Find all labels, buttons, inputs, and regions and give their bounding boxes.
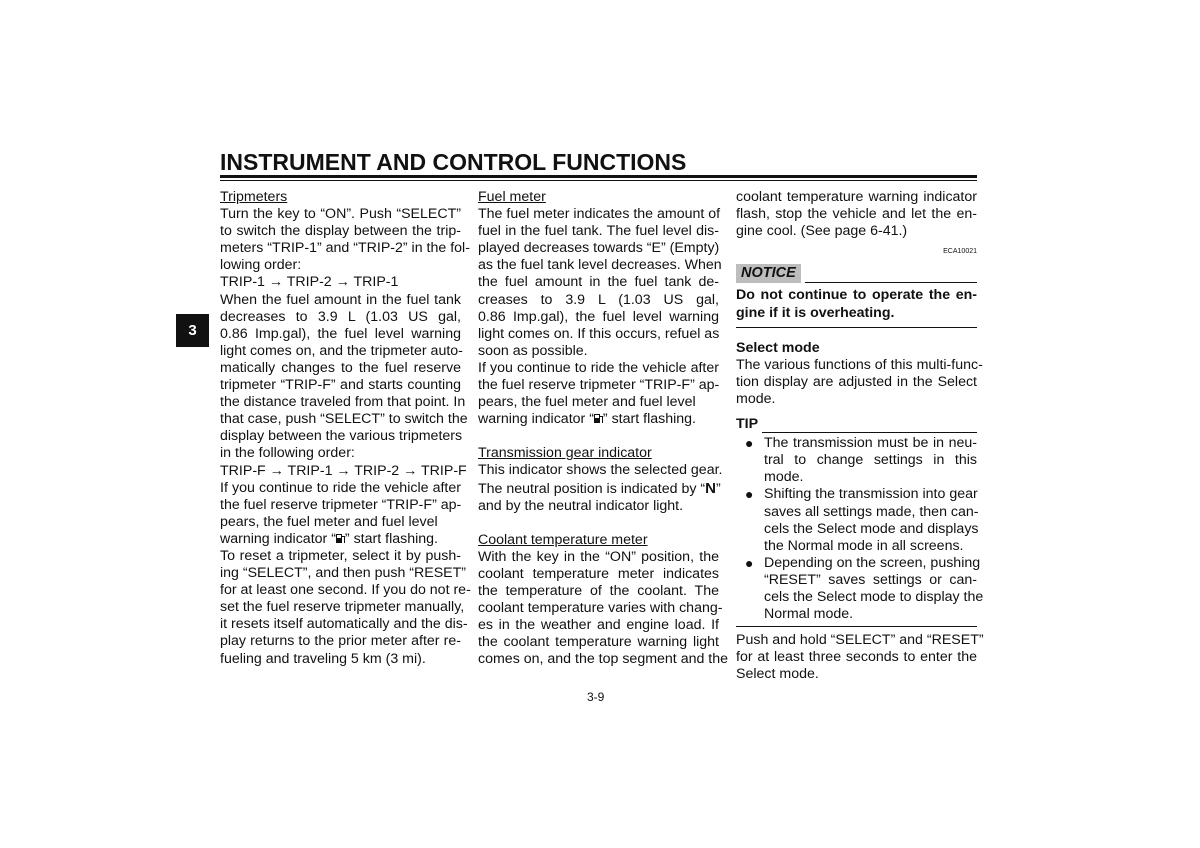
page-number: 3-9 (587, 690, 605, 704)
body-text-line: the distance traveled from that point. In (220, 394, 466, 411)
body-text-line: display between the various tripmeters (220, 428, 463, 445)
body-text-line: that case, push “SELECT” to switch the (220, 411, 468, 428)
tip-label: TIP (736, 416, 759, 433)
body-text-line: fuel in the fuel tank. The fuel level dis- (478, 223, 719, 240)
body-text-line: the fuel reserve tripmeter “TRIP-F” ap- (478, 377, 720, 394)
tip-text-line: Normal mode. (764, 606, 854, 623)
warning-indicator-line: warning indicator “ ” start flashing. (478, 411, 696, 428)
fuel-pump-icon (594, 413, 603, 424)
body-text-line: coolant temperature meter indicates (478, 565, 719, 582)
body-text-line: as the fuel tank level decreases. When (478, 257, 722, 274)
tripmeters-text-b (220, 291, 468, 463)
body-text-line: 0.86 Imp.gal), the fuel level warning (478, 308, 719, 325)
reference-code: ECA10021 (943, 248, 977, 256)
tip-text-line: Shifting the transmission into gear (764, 486, 978, 503)
body-text-line: decreases to 3.9 L (1.03 US gal, (220, 308, 461, 325)
body-text-line: Push and hold “SELECT” and “RESET” (736, 632, 984, 649)
coolant-continued-text (736, 189, 977, 240)
tripmeters-text-d (220, 547, 471, 668)
gear-text-line: and by the neutral indicator light. (478, 497, 684, 514)
select-mode-text (736, 356, 983, 408)
gear-text-line: The neutral position is indicated by “N” (478, 479, 721, 497)
warning-indicator-line: warning indicator “ ” start flashing. (220, 530, 438, 547)
gear-text-line: This indicator shows the selected gear. (478, 462, 723, 479)
tip-text-line: the Normal mode in all screens. (764, 537, 964, 554)
body-text-line: tripmeter “TRIP-F” and starts counting (220, 377, 461, 394)
tip-text-line: cels the Select mode and displays (764, 520, 979, 537)
body-text-line: coolant temperature varies with chang- (478, 600, 723, 617)
body-text-line: With the key in the “ON” position, the (478, 548, 719, 565)
bullet-icon: ● (745, 554, 754, 571)
body-text-line: gine cool. (See page 6-41.) (736, 223, 908, 240)
body-text-line: tion display are adjusted in the Select (736, 373, 977, 390)
body-text-line: for at least one second. If you do not re- (220, 582, 471, 599)
body-text-line: played decreases towards “E” (Empty) (478, 240, 720, 257)
notice-text (736, 287, 977, 321)
tip-text-line: Depending on the screen, pushing (764, 554, 981, 571)
tip-list (736, 435, 984, 623)
coolant-meter-text (478, 548, 729, 669)
body-text-line: lowing order: (220, 257, 302, 274)
body-text-line: coolant temperature warning indicator (736, 189, 977, 205)
column-1 (220, 189, 471, 668)
body-text-line: light comes on. If this occurs, refuel as (478, 325, 720, 342)
body-text-line: play returns to the prior meter after re- (220, 633, 461, 650)
body-text-line: Select mode. (736, 666, 819, 683)
column-2 (478, 189, 729, 668)
tip-header (736, 416, 977, 433)
tip-text-line: The transmission must be in neu- (764, 435, 977, 452)
tip-end-rule (736, 626, 977, 627)
body-text-line: meters “TRIP-1” and “TRIP-2” in the fol- (220, 240, 470, 257)
chapter-tab: 3 (176, 314, 209, 347)
notice-text-line: Do not continue to operate the en- (736, 287, 977, 304)
bullet-icon: ● (745, 486, 754, 503)
body-text-line: it resets itself automatically and the dis- (220, 616, 468, 633)
body-text-line: The fuel meter indicates the amount of (478, 206, 721, 223)
body-text-line: The various functions of this multi-func- (736, 356, 983, 373)
fuel-meter-heading: Fuel meter (478, 189, 546, 205)
tip-item (736, 554, 984, 623)
title-rule-thick (220, 175, 977, 178)
notice-end-rule (736, 327, 977, 328)
body-text-line: mode. (736, 390, 776, 407)
column-3 (736, 189, 984, 683)
body-text-line: the coolant temperature warning light (478, 634, 719, 651)
trip-sequence-1: TRIP-1 → TRIP-2 → TRIP-1 (220, 274, 399, 291)
trip-sequence-2: TRIP-F → TRIP-1 → TRIP-2 → TRIP-F (220, 462, 467, 479)
body-text-line: the temperature of the coolant. The (478, 582, 719, 599)
gear-indicator-heading: Transmission gear indicator (478, 445, 652, 462)
body-text-line: the fuel reserve tripmeter “TRIP-F” ap- (220, 496, 462, 513)
body-text-line: comes on, and the top segment and the (478, 651, 729, 668)
tip-text-line: “RESET” saves settings or can- (764, 571, 977, 588)
body-text-line: Turn the key to “ON”. Push “SELECT” (220, 206, 461, 223)
body-text-line: flash, stop the vehicle and let the en- (736, 206, 977, 223)
tip-text-line: cels the Select mode to display the (764, 588, 984, 605)
fuel-meter-text-b (478, 360, 719, 411)
body-text-line: set the fuel reserve tripmeter manually, (220, 599, 465, 616)
body-text-line: creases to 3.9 L (1.03 US gal, (478, 291, 719, 308)
title-rule-thin (220, 180, 977, 181)
notice-badge: NOTICE (736, 264, 801, 283)
body-text-line: pears, the fuel meter and fuel level (478, 394, 696, 411)
body-text-line: When the fuel amount in the fuel tank (220, 291, 461, 308)
body-text-line: ing “SELECT”, and then push “RESET” (220, 565, 467, 582)
fuel-meter-text-a (478, 206, 722, 360)
tip-item (736, 435, 977, 486)
body-text-line: the fuel amount in the fuel tank de- (478, 274, 719, 291)
body-text-line: for at least three seconds to enter the (736, 649, 977, 666)
tip-text-line: mode. (764, 469, 804, 486)
select-mode-instructions (736, 632, 984, 683)
body-text-line: to switch the display between the trip- (220, 223, 461, 240)
tip-item (736, 486, 977, 554)
body-text-line: If you continue to ride the vehicle after (220, 479, 461, 496)
tip-text-line: tral to change settings in this (764, 452, 977, 469)
select-mode-heading: Select mode (736, 339, 820, 356)
page-title: INSTRUMENT AND CONTROL FUNCTIONS (220, 149, 687, 175)
body-text-line: pears, the fuel meter and fuel level (220, 513, 438, 530)
body-text-line: fueling and traveling 5 km (3 mi). (220, 650, 426, 667)
body-text-line: 0.86 Imp.gal), the fuel level warning (220, 325, 461, 342)
body-text-line: To reset a tripmeter, select it by push- (220, 547, 461, 564)
body-text-line: soon as possible. (478, 342, 588, 359)
neutral-n-symbol: N (705, 479, 716, 497)
body-text-line: in the following order: (220, 445, 355, 462)
bullet-icon: ● (745, 435, 754, 452)
fuel-pump-icon (336, 533, 345, 544)
body-text-line: light comes on, and the tripmeter auto- (220, 342, 463, 359)
coolant-meter-heading: Coolant temperature meter (478, 531, 648, 548)
body-text-line: es in the weather and engine load. If (478, 617, 719, 634)
notice-text-line: gine if it is overheating. (736, 304, 895, 321)
body-text-line: If you continue to ride the vehicle after (478, 359, 719, 376)
tripmeters-text-a (220, 206, 470, 274)
notice-header (736, 264, 977, 283)
tripmeters-heading: Tripmeters (220, 189, 288, 205)
tripmeters-text-c (220, 480, 461, 531)
body-text-line: matically changes to the fuel reserve (220, 359, 461, 376)
tip-text-line: saves all settings made, then can- (764, 503, 979, 520)
